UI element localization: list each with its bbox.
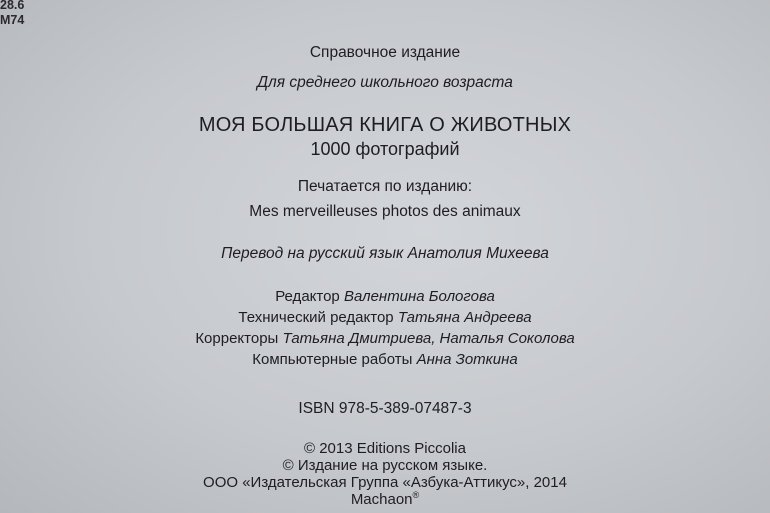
copyright-publisher: ООО «Издательская Группа «Азбука-Аттикус», 2014	[203, 474, 567, 491]
copyright-block	[0, 440, 770, 508]
credits-list	[0, 286, 770, 370]
edition-type: Справочное издание	[309, 44, 461, 61]
imprint-brand	[0, 491, 770, 508]
copyright-russian: © Издание на русском языке.	[282, 457, 488, 474]
original-edition-title: Mes merveilleuses photos des animaux	[249, 203, 521, 220]
credit-name: Анна Зоткина	[416, 351, 518, 368]
credit-role: Технический редактор	[238, 309, 394, 326]
copyright-original: © 2013 Editions Piccolia	[304, 440, 466, 457]
credit-line	[0, 349, 770, 370]
credit-role: Корректоры	[195, 330, 279, 347]
credit-line	[0, 307, 770, 328]
credit-name: Валентина Бологова	[343, 288, 495, 305]
udk-line-1: 28.6	[0, 0, 25, 12]
credit-role: Редактор	[275, 288, 340, 305]
isbn: ISBN 978-5-389-07487-3	[298, 400, 472, 417]
book-subtitle: 1000 фотографий	[310, 139, 460, 159]
credit-name: Татьяна Дмитриева, Наталья Соколова	[282, 330, 575, 347]
credit-line	[0, 328, 770, 349]
registered-mark: ®	[412, 490, 420, 500]
translation-credit: Перевод на русский язык Анатолия Михеева	[221, 245, 549, 262]
credit-role: Компьютерные работы	[252, 351, 413, 368]
original-edition-label: Печатается по изданию:	[297, 178, 473, 195]
udk-classification	[0, 0, 24, 28]
brand-name: Machaon	[350, 491, 413, 508]
udk-line-2: M74	[0, 13, 25, 27]
book-title: МОЯ БОЛЬШАЯ КНИГА О ЖИВОТНЫХ	[198, 114, 572, 136]
credit-line	[0, 286, 770, 307]
age-group: Для среднего школьного возраста	[257, 74, 513, 91]
credit-name: Татьяна Андреева	[397, 309, 532, 326]
